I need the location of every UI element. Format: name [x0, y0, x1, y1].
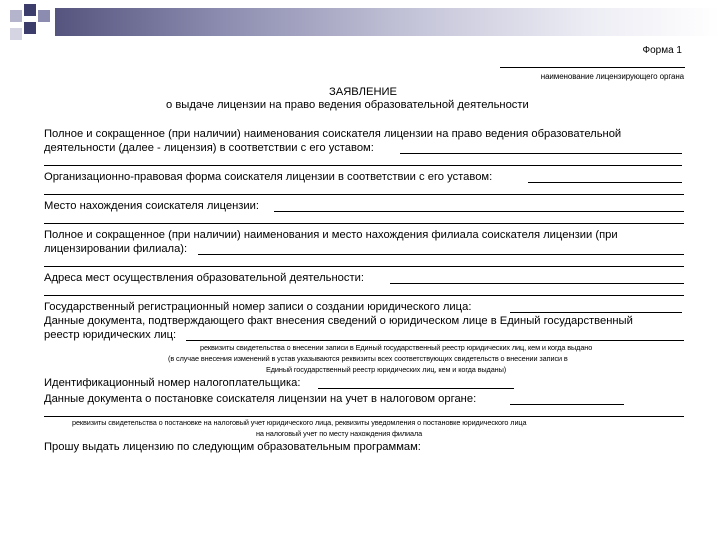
addresses-field-line2[interactable]	[44, 295, 684, 296]
reg-document-field[interactable]	[186, 340, 684, 341]
applicant-name-label: Полное и сокращенное (при наличии) наименования соискателя лицензии на право ведения образовательной	[44, 128, 622, 140]
tax-document-note-cont: на налоговый учет по месту нахождения филиала	[256, 429, 423, 438]
location-field[interactable]	[274, 211, 684, 212]
reg-document-label: Данные документа, подтверждающего факт внесения сведений о юридическом лице в Единый государственный	[44, 315, 633, 327]
branch-field[interactable]	[198, 254, 684, 255]
addresses-label: Адреса мест осуществления образовательной деятельности:	[44, 272, 364, 284]
reg-document-label-cont: реестр юридических лиц:	[44, 329, 177, 341]
branch-label-cont: лицензировании филиала):	[44, 243, 188, 255]
branch-field-line2[interactable]	[44, 266, 684, 267]
applicant-name-field[interactable]	[400, 153, 682, 154]
addresses-field[interactable]	[390, 283, 684, 284]
header-decoration	[0, 0, 720, 48]
tax-document-note: реквизиты свидетельства о постановке на налоговый учет юридического лица, реквизиты уведомления о постановке юридического лица	[72, 418, 527, 427]
applicant-name-label-cont: деятельности (далее - лицензия) в соответствии с его уставом:	[44, 142, 374, 154]
tax-document-field[interactable]	[510, 404, 624, 405]
form-number: Форма 1	[642, 45, 682, 56]
deco-square	[10, 28, 22, 40]
deco-square	[38, 10, 50, 22]
location-field-line2[interactable]	[44, 223, 684, 224]
location-label: Место нахождения соискателя лицензии:	[44, 200, 260, 212]
inn-field[interactable]	[318, 388, 514, 389]
gradient-bar	[55, 8, 720, 36]
reg-document-note: реквизиты свидетельства о внесении записи в Единый государственный реестр юридических лиц, кем и когда выдано	[200, 343, 593, 352]
document-subtitle: о выдаче лицензии на право ведения образовательной деятельности	[166, 99, 529, 111]
legal-form-field-line2[interactable]	[44, 194, 684, 195]
licensing-authority-line	[500, 67, 685, 68]
tax-document-label: Данные документа о постановке соискателя лицензии на учет в налоговом органе:	[44, 393, 477, 405]
deco-square	[24, 22, 36, 34]
state-reg-number-label: Государственный регистрационный номер записи о создании юридического лица:	[44, 301, 472, 313]
branch-label: Полное и сокращенное (при наличии) наименования и место нахождения филиала соискателя лицензии (при	[44, 229, 618, 241]
document-title: ЗАЯВЛЕНИЕ	[329, 86, 398, 98]
inn-label: Идентификационный номер налогоплательщика:	[44, 377, 301, 389]
deco-square	[10, 10, 22, 22]
tax-document-field-line2[interactable]	[44, 416, 684, 417]
legal-form-field[interactable]	[528, 182, 682, 183]
state-reg-number-field[interactable]	[510, 312, 682, 313]
reg-document-note-cont2: Единый государственный реестр юридических лиц, кем и когда выданы)	[266, 365, 507, 374]
legal-form-label: Организационно-правовая форма соискателя лицензии в соответствии с его уставом:	[44, 171, 493, 183]
licensing-authority-caption: наименование лицензирующего органа	[540, 72, 684, 81]
request-text: Прошу выдать лицензию по следующим образовательным программам:	[44, 441, 421, 453]
deco-square	[24, 4, 36, 16]
applicant-name-field-line2[interactable]	[44, 165, 682, 166]
reg-document-note-cont: (в случае внесения изменений в устав указываются реквизиты всех соответствующих свидетельств о внесении записи в	[168, 354, 568, 363]
